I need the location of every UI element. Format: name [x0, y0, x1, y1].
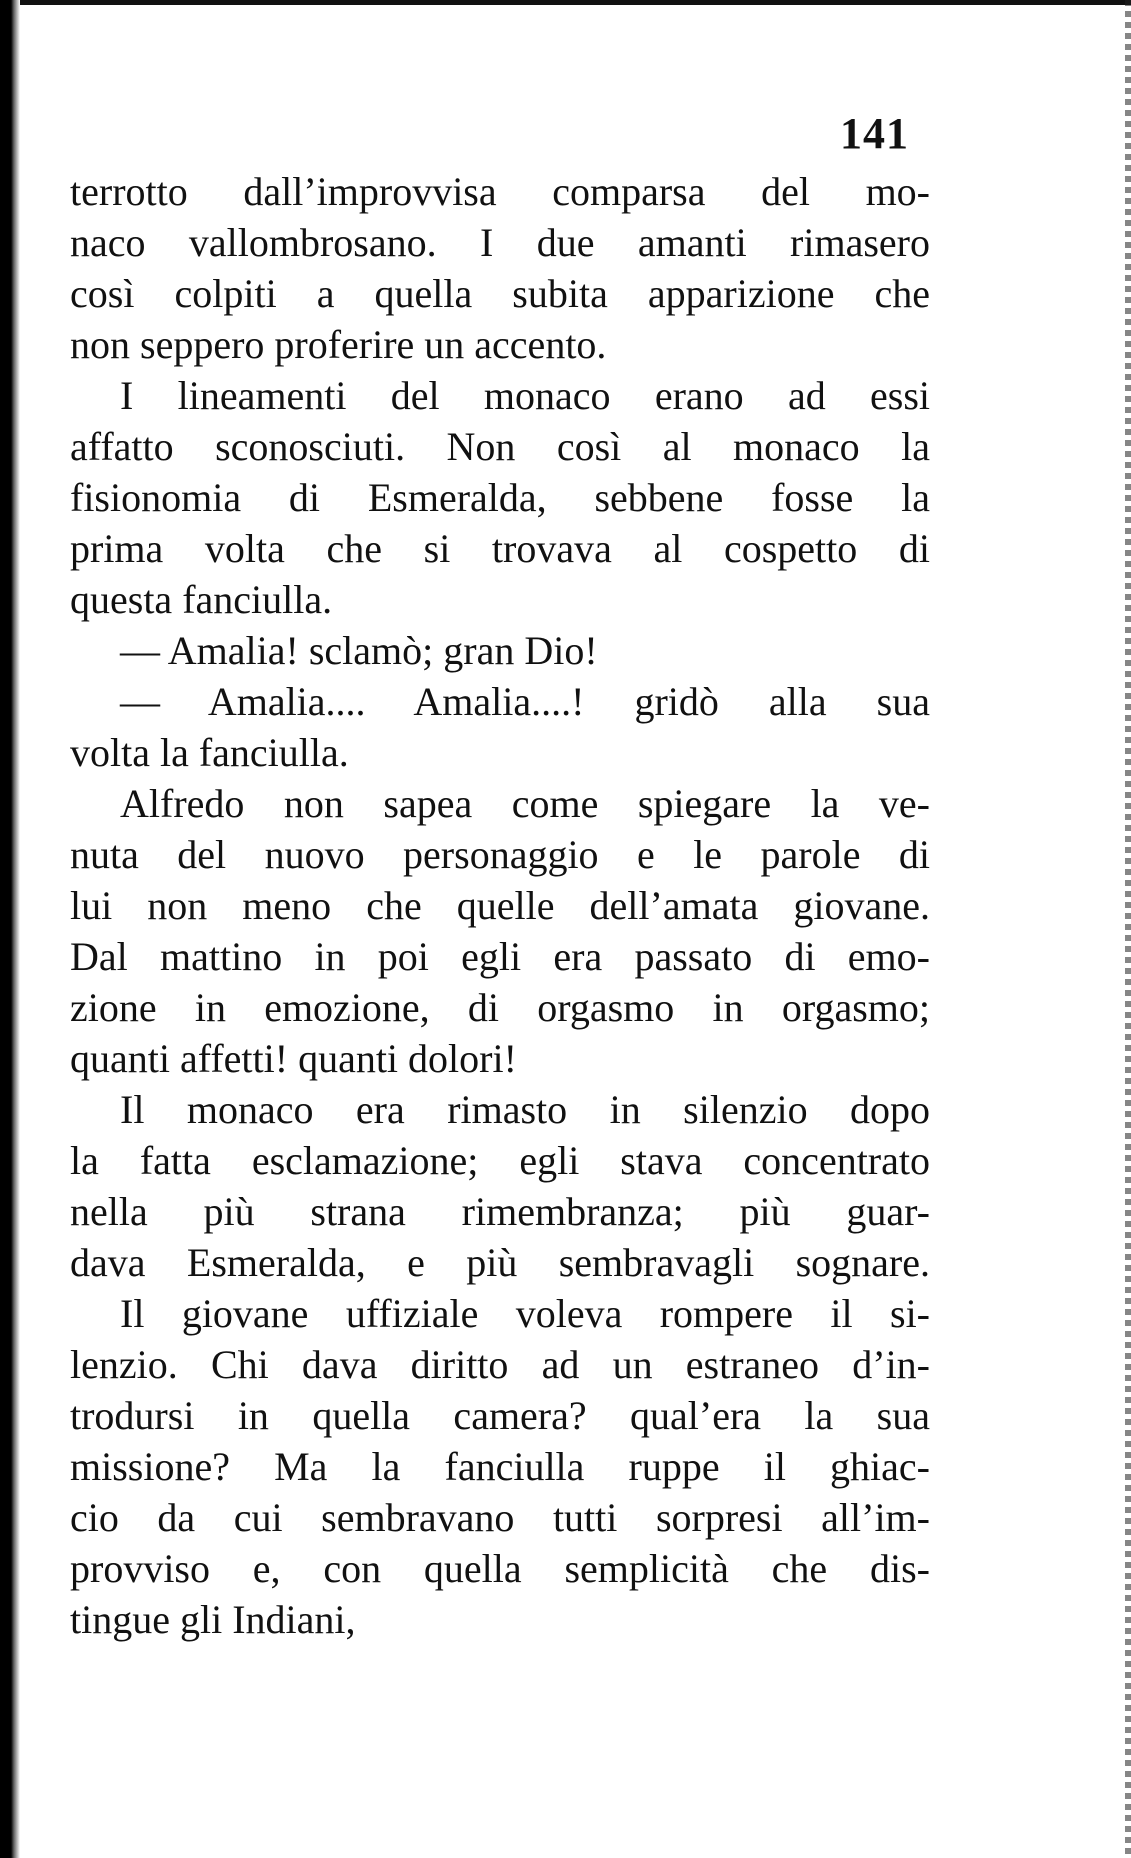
text-line: missione? Ma la fanciulla ruppe il ghiac- — [70, 1444, 930, 1489]
text-line: tingue gli Indiani, — [70, 1597, 356, 1642]
scan-border-left — [0, 0, 20, 1858]
text-line: quanti affetti! quanti dolori! — [70, 1036, 517, 1081]
text-line: non seppero proferire un accento. — [70, 322, 607, 367]
text-line: trodursi in quella camera? qual’era la sua — [70, 1393, 930, 1438]
text-line: la fatta esclamazione; egli stava concentrato — [70, 1138, 930, 1183]
text-line: volta la fanciulla. — [70, 730, 349, 775]
text-line: — Amalia.... Amalia....! gridò alla sua — [120, 679, 930, 724]
text-line: cio da cui sembravano tutti sorpresi all’im- — [70, 1495, 930, 1540]
text-line: terrotto dall’improvvisa comparsa del mo- — [70, 169, 930, 214]
text-line: fisionomia di Esmeralda, sebbene fosse la — [70, 475, 930, 520]
text-line: provviso e, con quella semplicità che dis- — [70, 1546, 930, 1591]
text-line: lui non meno che quelle dell’amata giovane. — [70, 883, 930, 928]
text-line: Il monaco era rimasto in silenzio dopo — [120, 1087, 930, 1132]
scan-border-top — [0, 0, 1131, 5]
text-line: nuta del nuovo personaggio e le parole di — [70, 832, 930, 877]
scan-border-right — [1125, 0, 1131, 1858]
page-number: 141 — [840, 109, 909, 158]
body-text — [70, 166, 930, 1645]
text-line: affatto sconosciuti. Non così al monaco la — [70, 424, 930, 469]
text-line: I lineamenti del monaco erano ad essi — [120, 373, 930, 418]
text-line: Il giovane uffiziale voleva rompere il si- — [120, 1291, 930, 1336]
text-line: Alfredo non sapea come spiegare la ve- — [120, 781, 930, 826]
text-line: zione in emozione, di orgasmo in orgasmo; — [70, 985, 930, 1030]
text-line: nella più strana rimembranza; più guar- — [70, 1189, 930, 1234]
text-line: — Amalia! sclamò; gran Dio! — [120, 628, 598, 673]
text-line: dava Esmeralda, e più sembravagli sognare. — [70, 1240, 930, 1285]
text-line: naco vallombrosano. I due amanti rimasero — [70, 220, 930, 265]
text-line: prima volta che si trovava al cospetto di — [70, 526, 930, 571]
text-line: lenzio. Chi dava diritto ad un estraneo d’in- — [70, 1342, 930, 1387]
text-line: questa fanciulla. — [70, 577, 333, 622]
text-line: così colpiti a quella subita apparizione che — [70, 271, 930, 316]
text-line: Dal mattino in poi egli era passato di emo- — [70, 934, 930, 979]
